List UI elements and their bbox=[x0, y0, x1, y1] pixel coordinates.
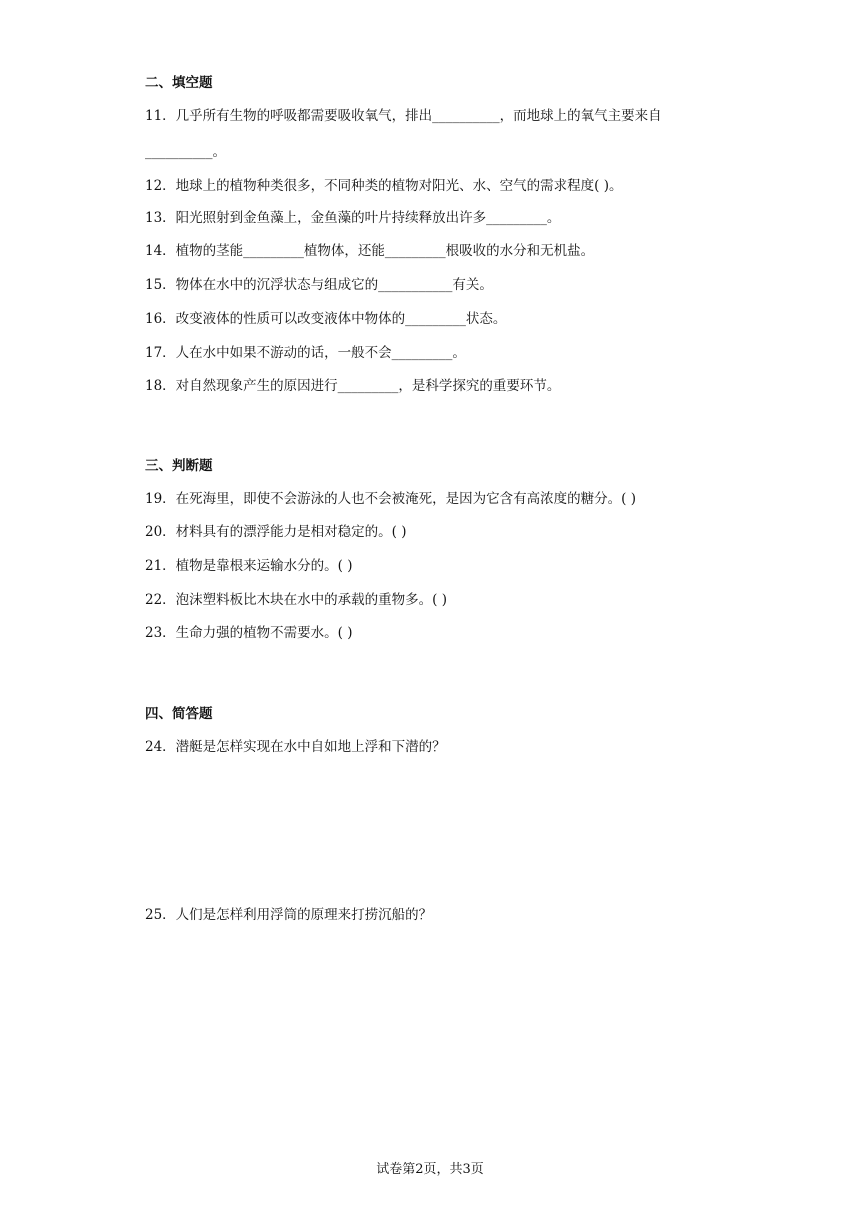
question-22: 22．泡沫塑料板比木块在水中的承载的重物多。( ) bbox=[145, 592, 448, 608]
question-23: 23．生命力强的植物不需要水。( ) bbox=[145, 625, 353, 641]
question-17: 17．人在水中如果不游动的话，一般不会_________。 bbox=[145, 345, 466, 361]
question-21: 21．植物是靠根来运输水分的。( ) bbox=[145, 558, 353, 574]
section-title-true-false: 三、判断题 bbox=[145, 458, 213, 474]
question-13: 13．阳光照射到金鱼藻上，金鱼藻的叶片持续释放出许多_________。 bbox=[145, 210, 561, 226]
question-12: 12．地球上的植物种类很多，不同种类的植物对阳光、水、空气的需求程度( )。 bbox=[145, 178, 623, 194]
question-16: 16．改变液体的性质可以改变液体中物体的_________状态。 bbox=[145, 311, 507, 327]
question-24: 24．潜艇是怎样实现在水中自如地上浮和下潜的？ bbox=[145, 739, 446, 755]
section-title-fill-blank: 二、填空题 bbox=[145, 75, 213, 91]
page-footer: 试卷第2页，共3页 bbox=[376, 1162, 484, 1177]
question-14: 14．植物的茎能_________植物体，还能_________根吸收的水分和无机盐。 bbox=[145, 243, 595, 259]
question-19: 19．在死海里，即使不会游泳的人也不会被淹死，是因为它含有高浓度的糖分。( ) bbox=[145, 491, 637, 507]
question-20: 20．材料具有的漂浮能力是相对稳定的。( ) bbox=[145, 524, 407, 540]
question-18: 18．对自然现象产生的原因进行_________，是科学探究的重要环节。 bbox=[145, 378, 561, 394]
section-title-short-answer: 四、简答题 bbox=[145, 706, 213, 722]
question-15: 15．物体在水中的沉浮状态与组成它的___________有关。 bbox=[145, 277, 493, 293]
question-11-line-1: 11．几乎所有生物的呼吸都需要吸收氧气，排出__________，而地球上的氧气主要来自 bbox=[145, 108, 662, 124]
question-11-line-2: __________。 bbox=[145, 144, 226, 160]
question-25: 25．人们是怎样利用浮筒的原理来打捞沉船的？ bbox=[145, 907, 433, 923]
